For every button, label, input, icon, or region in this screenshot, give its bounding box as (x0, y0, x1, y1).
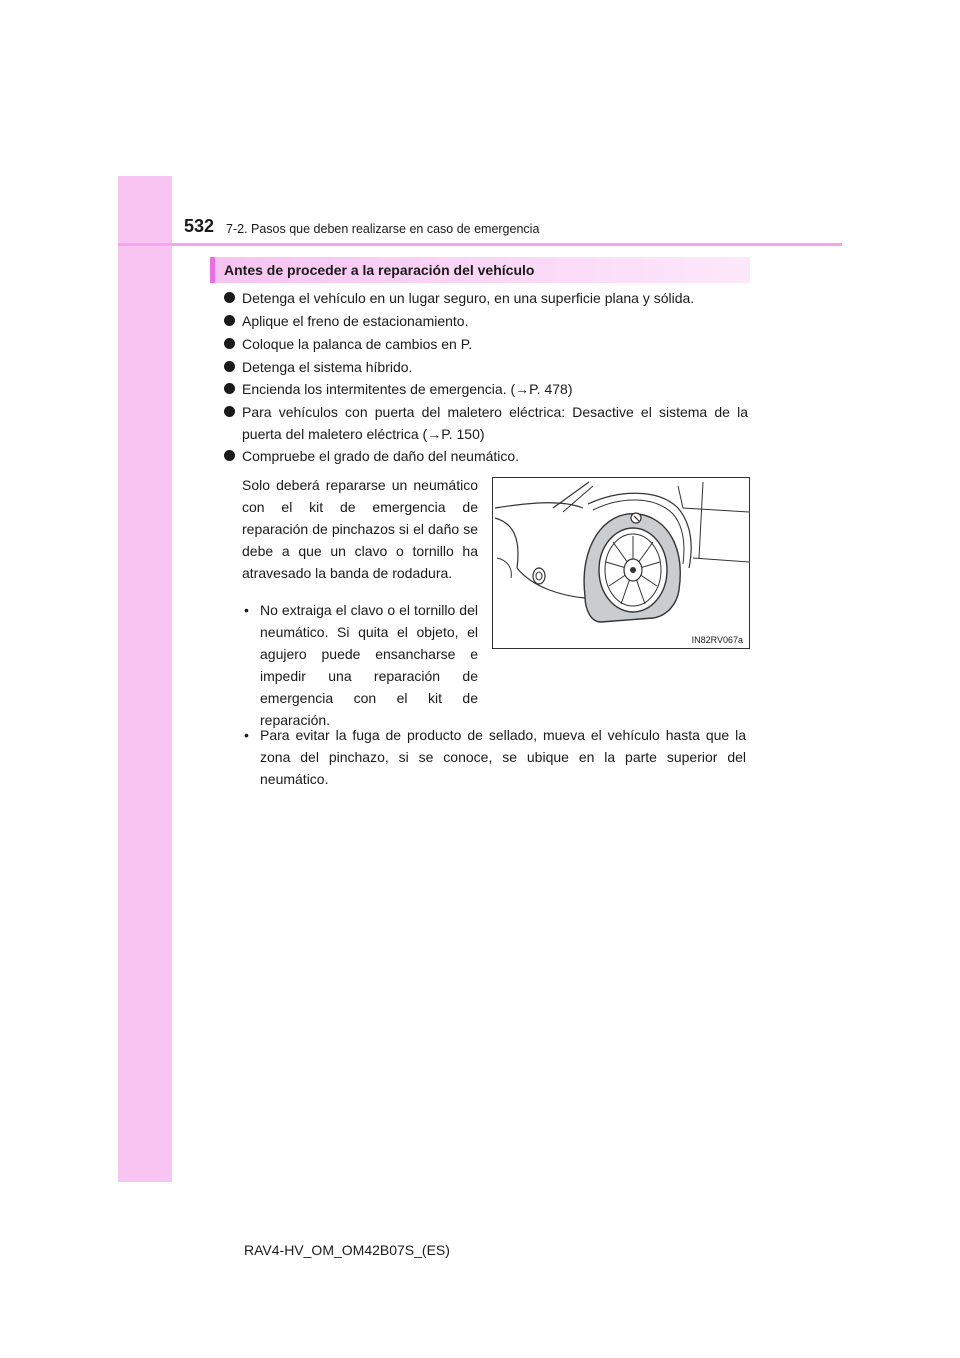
damage-paragraph (242, 474, 478, 584)
bullet-text: Detenga el sistema híbrido. (242, 359, 413, 375)
bullet-icon (224, 361, 235, 372)
flat-tire-illustration-icon (493, 478, 749, 628)
bullet-text: Coloque la palanca de cambios en P. (242, 336, 473, 352)
bullet-icon (224, 450, 235, 461)
footer-doc-code: RAV4-HV_OM_OM42B07S_(ES) (244, 1242, 450, 1258)
page-number: 532 (184, 216, 215, 236)
bullet-text: Detenga el vehículo en un lugar seguro, en una superficie plana y sólida. (242, 290, 695, 306)
section-header: 7-2. Pasos que deben realizarse en caso de emergencia (226, 222, 540, 236)
bullet-item (224, 356, 748, 378)
bullet-item (224, 287, 748, 309)
note-text: Para evitar la fuga de producto de sellado, mueva el vehículo hasta que la zona del pinchazo, si se conoce, se ubique en la parte superior del neumático. (260, 727, 746, 787)
bullet-icon (224, 338, 235, 349)
bullet-icon (224, 383, 235, 394)
bullet-text: Encienda los intermitentes de emergencia. (→P. 478) (242, 381, 573, 397)
subsection-heading (210, 257, 750, 283)
damage-paragraph-text: Solo deberá repararse un neumático con el kit de emergencia de reparación de pinchazos si el daño se debe a que un clavo o tornillo ha atravesado la banda de rodadura. (242, 477, 478, 581)
header-rule (118, 243, 842, 246)
note-text: No extraiga el clavo o el tornillo del neumático. Si quita el objeto, el agujero puede ensancharse e impedir una reparación de emergencia con el kit de reparación. (260, 602, 478, 728)
note-bullet: • (244, 727, 249, 743)
bullet-text: Aplique el freno de estacionamiento. (242, 313, 469, 329)
subsection-accent (210, 257, 215, 283)
bullet-icon (224, 406, 235, 417)
note-item (244, 599, 478, 731)
note-item (244, 724, 746, 790)
bullet-text: Compruebe el grado de daño del neumático. (242, 448, 520, 464)
bullet-item (224, 310, 748, 332)
flat-tire-figure (492, 477, 750, 649)
bullet-text: Para vehículos con puerta del maletero eléctrica: Desactive el sistema de la puerta del maletero eléctrica (→P. 150) (242, 404, 748, 442)
figure-code: IN82RV067a (691, 635, 743, 645)
subsection-title: Antes de proceder a la reparación del vehículo (224, 262, 535, 278)
bullet-icon (224, 292, 235, 303)
bullet-item (224, 333, 748, 355)
side-tab-bar (118, 176, 172, 1182)
bullet-item (224, 401, 748, 445)
bullet-item (224, 445, 748, 467)
bullet-item (224, 378, 748, 400)
note-bullet: • (244, 602, 249, 618)
bullet-icon (224, 315, 235, 326)
